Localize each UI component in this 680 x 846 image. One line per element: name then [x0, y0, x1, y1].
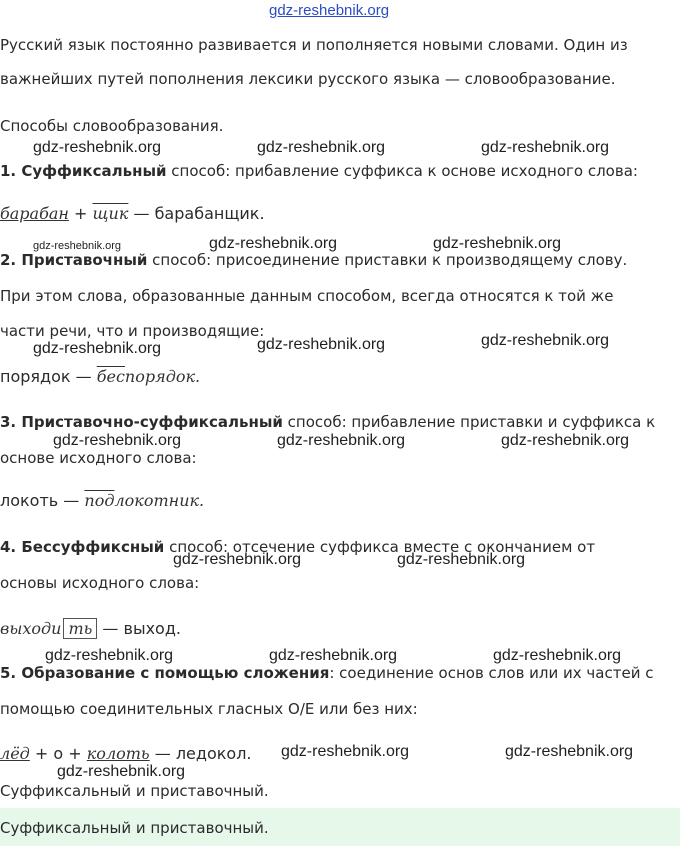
method-4-line-2: основы исходного слова:	[0, 574, 200, 592]
example-root: барабан	[0, 204, 69, 223]
watermark: gdz-reshebnik.org	[281, 743, 410, 760]
method-3-title: 3. Приставочно-суффиксальный	[0, 413, 283, 431]
method-3-description: способ: прибавление приставки и суффикса к	[282, 413, 656, 431]
example-base: локоть —	[0, 491, 85, 510]
watermark: gdz-reshebnik.org	[505, 743, 634, 760]
section-heading: Способы словообразования.	[0, 117, 224, 135]
method-3-text	[0, 413, 655, 431]
example-result: — выход.	[97, 619, 181, 638]
method-2-example	[0, 367, 200, 386]
method-2-line-3: части речи, что и производящие:	[0, 322, 265, 340]
method-1-text	[0, 162, 638, 180]
method-5-line-2: помощью соединительных гласных О/Е или без них:	[0, 700, 418, 718]
watermark: gdz-reshebnik.org	[57, 763, 186, 780]
method-1-title: 1. Суффиксальный	[0, 162, 167, 180]
method-2-title: 2. Приставочный	[0, 251, 148, 269]
method-2-line-2: При этом слова, образованные данным способом, всегда относятся к той же	[0, 287, 614, 305]
example-plus: +	[68, 204, 93, 223]
method-5-example	[0, 744, 252, 763]
result-text: Суффиксальный и приставочный.	[0, 782, 269, 800]
example-connector: + о +	[29, 744, 87, 763]
example-root-1: лёд	[0, 744, 30, 763]
method-5-title: 5. Образование с помощью сложения	[0, 664, 330, 682]
watermark: gdz-reshebnik.org	[493, 647, 622, 664]
watermark: gdz-reshebnik.org	[481, 332, 610, 349]
watermark: gdz-reshebnik.org	[397, 551, 526, 568]
watermark: gdz-reshebnik.org	[257, 139, 386, 156]
example-root-2: колоть	[86, 744, 150, 763]
watermark: gdz-reshebnik.org	[257, 336, 386, 353]
watermark: gdz-reshebnik.org	[45, 647, 174, 664]
example-prefix: под	[84, 491, 115, 510]
watermark: gdz-reshebnik.org	[33, 139, 162, 156]
intro-line-2: важнейших путей пополнения лексики русского языка — словообразование.	[0, 70, 616, 88]
answer-text: Суффиксальный и приставочный.	[0, 819, 269, 837]
watermark: gdz-reshebnik.org	[33, 240, 122, 252]
method-4-example	[0, 619, 181, 638]
watermark: gdz-reshebnik.org	[209, 235, 338, 252]
example-ending: ть	[63, 618, 97, 639]
watermark: gdz-reshebnik.org	[501, 432, 630, 449]
watermark: gdz-reshebnik.org	[277, 432, 406, 449]
watermark-top-link[interactable]: gdz-reshebnik.org	[269, 2, 390, 19]
example-result: — барабанщик.	[128, 204, 265, 223]
example-stem: выходи	[0, 619, 62, 638]
example-prefix: бес	[96, 367, 125, 386]
example-base: порядок —	[0, 367, 97, 386]
method-4-title: 4. Бессуффиксный	[0, 538, 165, 556]
method-3-example	[0, 491, 204, 510]
example-word: порядок.	[124, 367, 201, 386]
method-5-description: : соединение основ слов или их частей с	[329, 664, 654, 682]
method-5-text	[0, 664, 653, 682]
method-3-line-2: основе исходного слова:	[0, 449, 197, 467]
watermark: gdz-reshebnik.org	[433, 235, 562, 252]
method-2-text	[0, 251, 627, 269]
watermark: gdz-reshebnik.org	[269, 647, 398, 664]
method-1-description: способ: прибавление суффикса к основе исходного слова:	[166, 162, 638, 180]
method-1-example	[0, 204, 265, 223]
watermark: gdz-reshebnik.org	[53, 432, 182, 449]
watermark: gdz-reshebnik.org	[33, 340, 162, 357]
example-word: локотник.	[114, 491, 205, 510]
intro-line-1: Русский язык постоянно развивается и пополняется новыми словами. Один из	[0, 36, 628, 54]
watermark: gdz-reshebnik.org	[173, 551, 302, 568]
example-suffix: щик	[92, 204, 129, 223]
watermark: gdz-reshebnik.org	[481, 139, 610, 156]
method-2-description: способ: присоединение приставки к производящему слову.	[147, 251, 628, 269]
method-4-description: способ: отсечение суффикса вместе с окончанием от	[164, 538, 596, 556]
example-result: — ледокол.	[149, 744, 252, 763]
